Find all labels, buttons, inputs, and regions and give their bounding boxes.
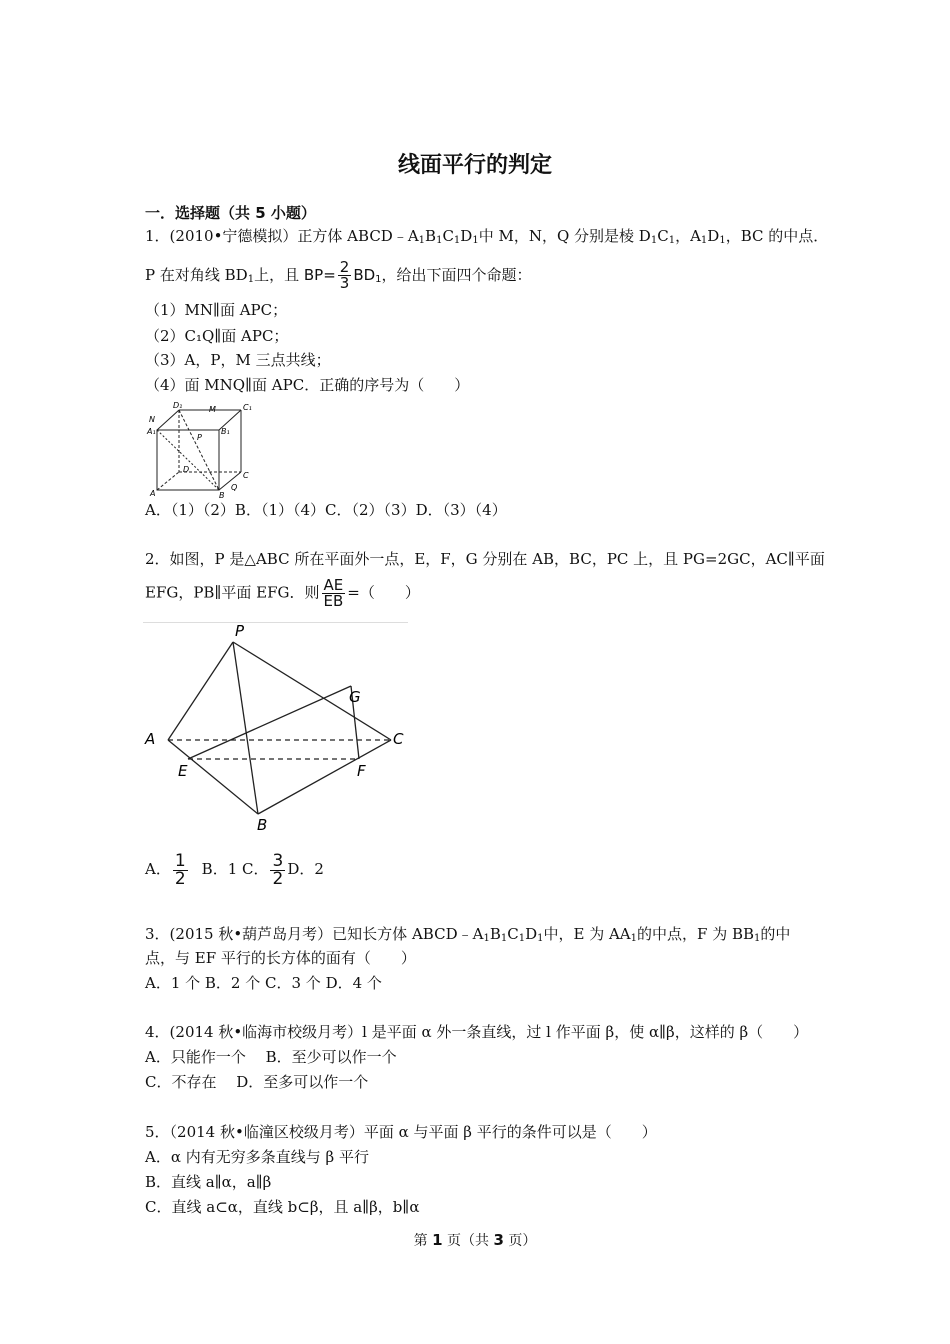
q1-label-d: D — [183, 465, 190, 474]
q2-label-c: C — [393, 730, 404, 748]
q2-fraction: $\frac{AE}{EB}$ — [323, 576, 344, 610]
q1-item-1: （1）MN∥面 APC； — [145, 301, 288, 319]
q3-line1: 3．(2015 秋•葫芦岛月考）已知长方体 $ABCD﹣A_1B_1C_1D_1$中，E 为 $AA_1$的中点，F 为 $BB_1$的中 — [145, 925, 791, 944]
q5-line1: 5．（2014 秋•临潼区校级月考）平面 α 与平面 β 平行的条件可以是（ ） — [145, 1123, 657, 1141]
q2-pyramid-figure — [143, 622, 413, 834]
q1-label-q: Q — [231, 483, 238, 492]
q2-label-f: F — [357, 762, 366, 780]
q1-formula: BP= $\frac{2}{3}$ $BD_1$ — [303, 258, 382, 292]
q1-label-c1: C₁ — [243, 403, 252, 412]
q4-answer-ab: A．只能作一个 B．至少可以作一个 — [145, 1048, 397, 1066]
q1-label-n: N — [149, 415, 155, 424]
q2-label-p: P — [235, 622, 245, 640]
q2-line2: EFG，PB∥平面 EFG．则 $\frac{AE}{EB}$ =（ ） — [145, 576, 420, 610]
q2-label-b: B — [257, 816, 268, 834]
page-total: 3 — [493, 1231, 504, 1249]
q1-line2: P 在对角线 $BD_1$上，且 BP= $\frac{2}{3}$ $BD_1$，给出下面四个命题： — [145, 258, 532, 292]
q2-label-a: A — [145, 730, 156, 748]
q1-line1: 1．(2010•宁德模拟）正方体 $ABCD﹣A_1B_1C_1D_1$中 M，N，Q 分别是棱 $D_1C_1$，$A_1D_1$，BC 的中点． — [145, 227, 829, 246]
q1-cube-figure — [145, 400, 265, 498]
page-footer: 第 1 页（共 3 页） — [413, 1231, 537, 1249]
q2-label-g: G — [349, 688, 361, 706]
q4-line1: 4．(2014 秋•临海市校级月考）l 是平面 α 外一条直线，过 l 作平面 β，使 α∥β，这样的 β（ ） — [145, 1023, 809, 1041]
q1-label-a1: A₁ — [147, 427, 156, 436]
q1-label-m: M — [209, 405, 216, 414]
q5-answer-b: B．直线 a∥α，a∥β — [145, 1173, 272, 1191]
q1-answer-options: A．（1）（2）B．（1）（4）C．（2）（3）D．（3）（4） — [145, 501, 507, 519]
q2-line1: 2．如图，P 是△ABC 所在平面外一点，E，F，G 分别在 AB，BC，PC 上，且 PG=2GC，AC∥平面 — [145, 550, 825, 568]
q1-label-a: A — [150, 489, 156, 498]
q2-label-e: E — [178, 762, 188, 780]
page-number: 1 — [432, 1231, 443, 1249]
q1-label-c: C — [243, 471, 249, 480]
q3-line2: 点，与 EF 平行的长方体的面有（ ） — [145, 949, 416, 967]
q1-label-b1: B₁ — [221, 427, 230, 436]
q1-label-b: B — [219, 491, 225, 498]
q2-answer-options: A． $\frac{1}{2}$ B．1 C． $\frac{3}{2}$ D．2 — [145, 850, 324, 889]
q1-item-4: （4）面 MNQ∥面 APC．正确的序号为（ ） — [145, 376, 470, 394]
q5-answer-a: A．α 内有无穷多条直线与 β 平行 — [145, 1148, 369, 1166]
section-heading: 一．选择题（共 5 小题） — [145, 204, 316, 222]
document-title: 线面平行的判定 — [397, 153, 552, 178]
q4-answer-cd: C．不存在 D．至多可以作一个 — [145, 1073, 369, 1091]
q3-answer-options: A．1 个 B．2 个 C．3 个 D．4 个 — [145, 974, 382, 992]
q1-label-d1: D₁ — [173, 401, 183, 410]
q5-answer-c: C．直线 a⊂α，直线 b⊂β，且 a∥β，b∥α — [145, 1198, 420, 1216]
q1-item-3: （3）A，P，M 三点共线； — [145, 351, 331, 369]
q1-label-p: P — [197, 433, 202, 442]
q1-item-2: （2）C₁Q∥面 APC； — [145, 327, 289, 345]
